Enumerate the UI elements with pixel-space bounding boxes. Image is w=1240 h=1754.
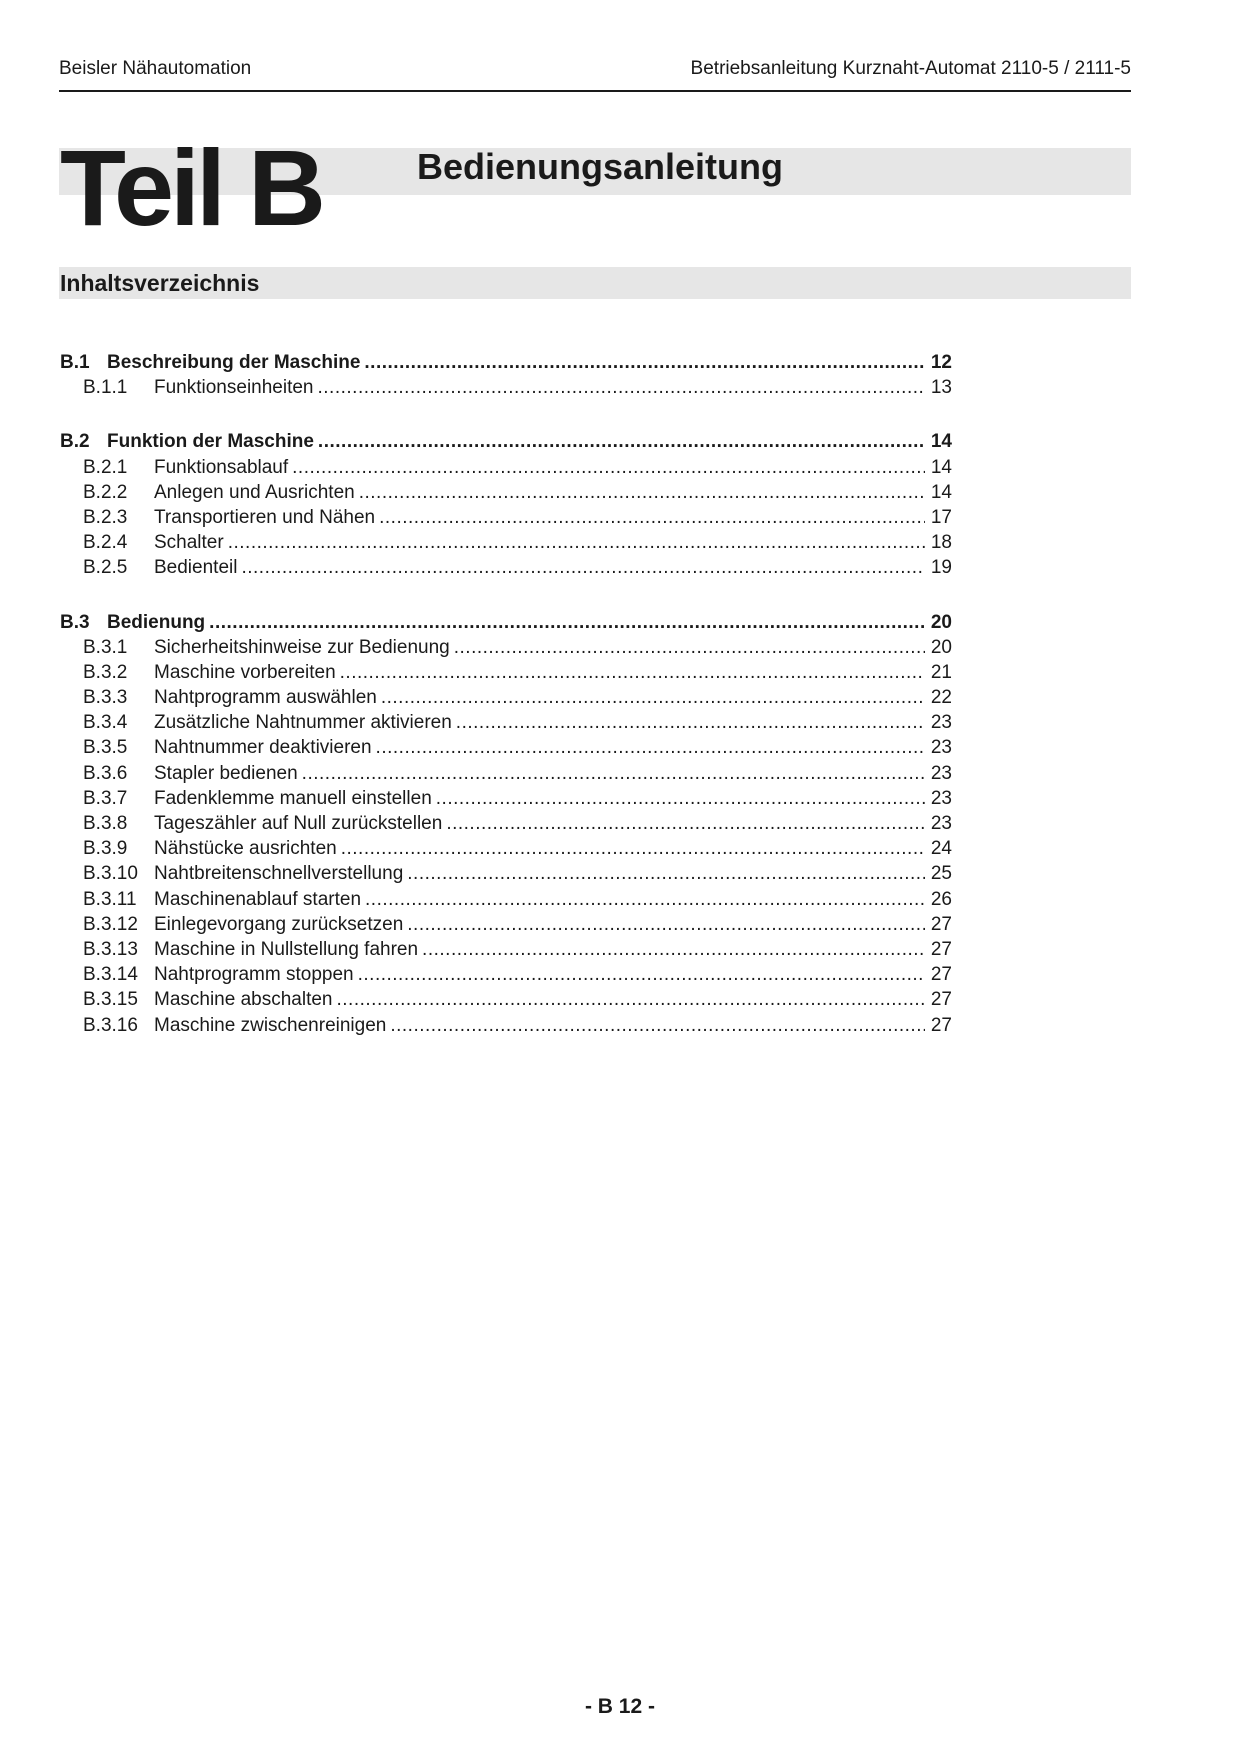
toc-entry-title: Einlegevorgang zurücksetzen [154, 913, 404, 935]
toc-entry-number: B.2.2 [83, 481, 128, 503]
page-header [59, 56, 1131, 92]
toc-entry-title: Transportieren und Nähen [154, 506, 376, 528]
toc-entry-number: B.2 [60, 431, 90, 453]
toc-entry-title: Bedienung [107, 611, 206, 633]
table-of-contents [60, 350, 952, 1067]
toc-entry-page: 26 [930, 888, 952, 910]
toc-subsection-entry[interactable] [60, 455, 952, 480]
toc-entry-number: B.3.4 [83, 712, 128, 734]
toc-entry-number: B.3.9 [83, 838, 128, 860]
toc-entry-page: 20 [930, 611, 952, 633]
toc-entry-number: B.2.4 [83, 532, 128, 554]
toc-entry-title: Maschine vorbereiten [154, 661, 336, 683]
toc-subsection-entry[interactable] [60, 480, 952, 505]
toc-leader-dots [358, 962, 925, 987]
toc-subsection-entry[interactable] [60, 660, 952, 685]
toc-entry-title: Funktion der Maschine [107, 431, 314, 453]
toc-entry-page: 19 [930, 557, 952, 579]
toc-section-entry[interactable] [60, 350, 952, 375]
toc-entry-title: Zusätzliche Nahtnummer aktivieren [154, 712, 452, 734]
toc-entry-page: 14 [930, 456, 952, 478]
toc-entry-title: Nähstücke ausrichten [154, 838, 337, 860]
toc-leader-dots [340, 660, 925, 685]
toc-leader-dots [446, 811, 925, 836]
toc-entry-number: B.3 [60, 611, 90, 633]
toc-leader-dots [454, 635, 925, 660]
toc-entry-number: B.3.16 [83, 1014, 138, 1036]
toc-entry-title: Sicherheitshinweise zur Bedienung [154, 636, 450, 658]
toc-subsection-entry[interactable] [60, 761, 952, 786]
toc-entry-number: B.3.1 [83, 636, 128, 658]
toc-leader-dots [337, 987, 926, 1012]
toc-entry-title: Anlegen und Ausrichten [154, 481, 355, 503]
toc-entry-title: Fadenklemme manuell einstellen [154, 787, 432, 809]
toc-entry-title: Beschreibung der Maschine [107, 352, 361, 373]
toc-entry-title: Maschine abschalten [154, 989, 333, 1011]
toc-entry-page: 23 [930, 787, 952, 809]
part-title: Teil B [60, 127, 323, 248]
toc-entry-title: Funktionsablauf [154, 456, 289, 478]
toc-subsection-entry[interactable] [60, 375, 952, 400]
toc-subsection-entry[interactable] [60, 1013, 952, 1038]
toc-leader-dots [456, 710, 925, 735]
toc-entry-page: 22 [930, 687, 952, 709]
toc-group [60, 429, 952, 580]
toc-entry-title: Tageszähler auf Null zurückstellen [154, 813, 443, 834]
toc-leader-dots [241, 555, 925, 580]
toc-subsection-entry[interactable] [60, 887, 952, 912]
toc-subsection-entry[interactable] [60, 735, 952, 760]
toc-entry-number: B.3.7 [83, 787, 128, 809]
toc-entry-page: 21 [930, 661, 952, 683]
toc-subsection-entry[interactable] [60, 987, 952, 1012]
toc-entry-page: 14 [930, 481, 952, 503]
toc-leader-dots [302, 761, 925, 786]
page-number: - B 12 - [584, 1695, 655, 1718]
toc-entry-page: 13 [930, 377, 952, 399]
toc-subsection-entry[interactable] [60, 937, 952, 962]
toc-heading: Inhaltsverzeichnis [60, 270, 260, 296]
toc-leader-dots [379, 505, 925, 530]
header-company: Beisler Nähautomation [59, 58, 252, 79]
toc-entry-number: B.1.1 [83, 377, 128, 399]
toc-leader-dots [422, 937, 925, 962]
toc-entry-number: B.3.2 [83, 661, 128, 683]
part-subtitle: Bedienungsanleitung [417, 146, 784, 187]
toc-entry-page: 14 [930, 431, 952, 453]
toc-entry-page: 18 [930, 532, 952, 554]
toc-leader-dots [365, 887, 925, 912]
toc-entry-page: 23 [930, 737, 952, 759]
toc-subsection-entry[interactable] [60, 710, 952, 735]
toc-entry-number: B.3.5 [83, 737, 128, 759]
toc-entry-number: B.3.11 [83, 888, 137, 910]
toc-entry-number: B.3.8 [83, 813, 128, 834]
toc-entry-number: B.3.12 [83, 913, 138, 935]
toc-entry-title: Stapler bedienen [154, 762, 298, 784]
toc-entry-page: 12 [930, 352, 952, 373]
toc-leader-dots [228, 530, 925, 555]
toc-subsection-entry[interactable] [60, 836, 952, 861]
toc-subsection-entry[interactable] [60, 530, 952, 555]
toc-leader-dots [318, 375, 926, 400]
toc-entry-number: B.2.5 [83, 557, 128, 579]
toc-entry-number: B.3.13 [83, 938, 138, 960]
toc-section-entry[interactable] [60, 429, 952, 454]
toc-leader-dots [364, 350, 925, 375]
toc-entry-page: 27 [930, 1014, 952, 1036]
toc-entry-title: Nahtprogramm stoppen [154, 964, 354, 986]
toc-entry-number: B.1 [60, 352, 90, 373]
toc-entry-title: Nahtprogramm auswählen [154, 687, 377, 709]
toc-leader-dots [209, 610, 925, 635]
toc-subsection-entry[interactable] [60, 685, 952, 710]
toc-entry-number: B.2.3 [83, 506, 128, 528]
toc-entry-title: Bedienteil [154, 557, 238, 579]
toc-leader-dots [407, 861, 925, 886]
toc-entry-title: Maschine in Nullstellung fahren [154, 938, 419, 960]
toc-entry-title: Maschinenablauf starten [154, 888, 362, 910]
toc-subsection-entry[interactable] [60, 962, 952, 987]
toc-entry-page: 25 [930, 863, 952, 885]
toc-subsection-entry[interactable] [60, 861, 952, 886]
toc-entry-number: B.3.3 [83, 687, 128, 709]
toc-entry-title: Nahtnummer deaktivieren [154, 737, 372, 759]
toc-leader-dots [341, 836, 925, 861]
toc-entry-number: B.2.1 [83, 456, 128, 478]
toc-entry-page: 27 [930, 938, 952, 960]
toc-leader-dots [390, 1013, 925, 1038]
toc-group [60, 350, 952, 400]
toc-entry-title: Funktionseinheiten [154, 377, 314, 399]
toc-entry-page: 27 [930, 913, 952, 935]
toc-subsection-entry[interactable] [60, 786, 952, 811]
toc-entry-number: B.3.10 [83, 863, 138, 885]
toc-entry-page: 24 [930, 838, 952, 860]
toc-leader-dots [407, 912, 925, 937]
toc-entry-number: B.3.15 [83, 989, 138, 1011]
toc-entry-page: 23 [930, 762, 952, 784]
toc-entry-page: 23 [930, 813, 952, 834]
toc-leader-dots [436, 786, 925, 811]
header-document-title: Betriebsanleitung Kurznaht-Automat 2110-5 / 2111-5 [690, 58, 1131, 79]
toc-subsection-entry[interactable] [60, 811, 952, 836]
toc-leader-dots [381, 685, 925, 710]
toc-subsection-entry[interactable] [60, 505, 952, 530]
toc-entry-number: B.3.14 [83, 964, 138, 986]
toc-entry-page: 17 [930, 506, 952, 528]
toc-section-entry[interactable] [60, 610, 952, 635]
toc-entry-title: Maschine zwischenreinigen [154, 1014, 387, 1036]
toc-subsection-entry[interactable] [60, 635, 952, 660]
toc-subsection-entry[interactable] [60, 555, 952, 580]
toc-leader-dots [376, 735, 925, 760]
toc-entry-page: 20 [930, 636, 952, 658]
toc-entry-page: 27 [930, 989, 952, 1011]
toc-entry-title: Schalter [154, 532, 224, 554]
toc-entry-page: 27 [930, 964, 952, 986]
toc-subsection-entry[interactable] [60, 912, 952, 937]
toc-leader-dots [292, 455, 925, 480]
toc-leader-dots [318, 429, 925, 454]
toc-group [60, 610, 952, 1038]
toc-entry-page: 23 [930, 712, 952, 734]
toc-entry-number: B.3.6 [83, 762, 128, 784]
toc-entry-title: Nahtbreitenschnellverstellung [154, 863, 404, 885]
toc-leader-dots [359, 480, 925, 505]
